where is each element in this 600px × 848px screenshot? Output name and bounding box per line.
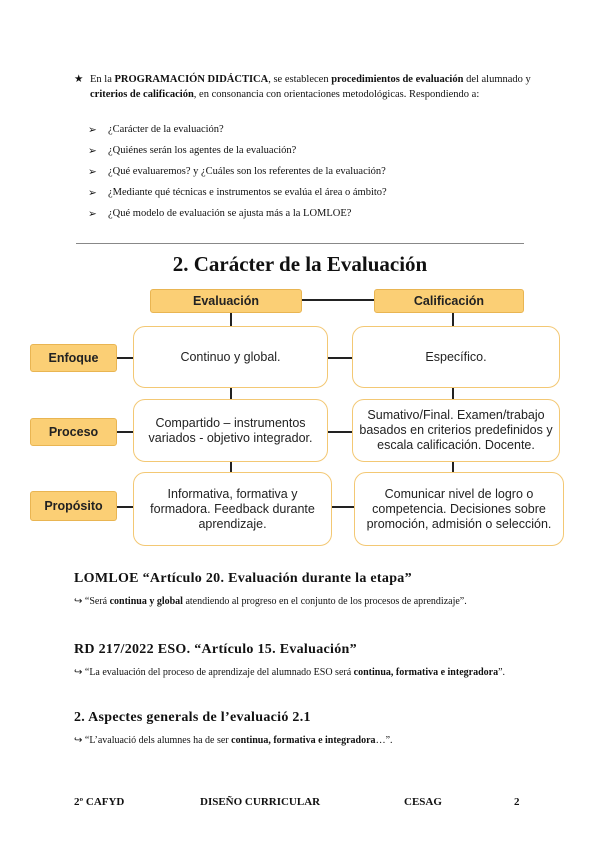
connector-line xyxy=(230,313,232,326)
quote-text: ”. xyxy=(498,667,506,678)
reference-title: LOMLOE “Artículo 20. Evaluación durante la etapa” xyxy=(74,571,412,586)
list-item xyxy=(88,187,528,208)
intro-bold: PROGRAMACIÓN DIDÁCTICA xyxy=(114,74,269,85)
list-item xyxy=(88,145,528,166)
header-calificacion: Calificación xyxy=(374,289,524,313)
intro-bold: criterios de calificación xyxy=(90,89,194,100)
proceso-evaluacion: Compartido – instrumentos variados - objetivo integrador. xyxy=(133,399,328,462)
section-title: 2. Carácter de la Evaluación xyxy=(172,252,428,276)
connector-line xyxy=(328,357,352,359)
intro-paragraph xyxy=(74,72,536,102)
quote-text: …”. xyxy=(375,735,393,746)
connector-line xyxy=(230,462,232,472)
connector-line xyxy=(117,431,133,433)
intro-bold: procedimientos de evaluación xyxy=(331,74,464,85)
header-evaluacion: Evaluación xyxy=(150,289,302,313)
enfoque-evaluacion: Continuo y global. xyxy=(133,326,328,388)
intro-text: , se establecen xyxy=(268,74,332,85)
connector-line xyxy=(117,357,133,359)
connector-line xyxy=(328,431,352,433)
question-text: ¿Qué modelo de evaluación se ajusta más a la LOMLOE? xyxy=(108,208,352,219)
label-proposito: Propósito xyxy=(30,491,117,521)
connector-line xyxy=(452,388,454,399)
connector-line xyxy=(230,388,232,399)
list-item xyxy=(88,166,528,187)
arrow-icon: ➢ xyxy=(88,167,97,178)
quote-bold: continua, formativa e integradora xyxy=(231,735,376,746)
intro-text: del alumnado y xyxy=(463,74,531,85)
list-item xyxy=(88,124,528,145)
divider xyxy=(76,243,524,244)
connector-line xyxy=(332,506,354,508)
footer-subject: DISEÑO CURRICULAR xyxy=(200,796,321,808)
arrow-icon: ➢ xyxy=(88,209,97,220)
footer-course: 2º CAFYD xyxy=(74,796,125,808)
enfoque-calificacion: Específico. xyxy=(352,326,560,388)
list-item xyxy=(88,208,528,229)
arrow-icon: ➢ xyxy=(88,146,97,157)
connector-line xyxy=(452,313,454,326)
proposito-calificacion: Comunicar nivel de logro o competencia. Decisiones sobre promoción, admisión o selección. xyxy=(354,472,564,546)
question-text: ¿Qué evaluaremos? y ¿Cuáles son los referentes de la evaluación? xyxy=(108,166,386,177)
star-icon: ★ xyxy=(74,74,84,85)
quote-text: atendiendo al progreso en el conjunto de los procesos de aprendizaje”. xyxy=(182,596,467,607)
page-number: 2 xyxy=(514,796,520,808)
intro-text: En la xyxy=(90,74,115,85)
connector-line xyxy=(452,462,454,472)
reference-title: 2. Aspectes generals de l’evaluació 2.1 xyxy=(74,710,311,725)
question-text: ¿Quiénes serán los agentes de la evaluación? xyxy=(108,145,297,156)
label-enfoque: Enfoque xyxy=(30,344,117,372)
questions-list xyxy=(88,124,528,229)
footer-center: CESAG xyxy=(404,796,442,808)
quote-bold: continua, formativa e integradora xyxy=(353,667,499,678)
connector-line xyxy=(117,506,133,508)
question-text: ¿Carácter de la evaluación? xyxy=(108,124,224,135)
reference-title: RD 217/2022 ESO. “Artículo 15. Evaluación” xyxy=(74,642,357,657)
label-proceso: Proceso xyxy=(30,418,117,446)
arrow-icon: ➢ xyxy=(88,125,97,136)
question-text: ¿Mediante qué técnicas e instrumentos se evalúa el área o ámbito? xyxy=(108,187,387,198)
reference-quote xyxy=(74,733,534,748)
arrow-icon: ➢ xyxy=(88,188,97,199)
quote-text: ↪ “Será xyxy=(74,596,110,607)
intro-text: , en consonancia con orientaciones metodológicas. Respondiendo a: xyxy=(193,89,480,100)
reference-quote xyxy=(74,594,534,609)
reference-quote xyxy=(74,665,534,680)
connector-line xyxy=(302,299,374,301)
proposito-evaluacion: Informativa, formativa y formadora. Feedback durante aprendizaje. xyxy=(133,472,332,546)
quote-text: ↪ “La evaluación del proceso de aprendizaje del alumnado ESO será xyxy=(74,667,354,678)
quote-bold: continua y global xyxy=(109,596,183,607)
proceso-calificacion: Sumativo/Final. Examen/trabajo basados en criterios predefinidos y escala calificación. Docente. xyxy=(352,399,560,462)
quote-text: ↪ “L’avaluació dels alumnes ha de ser xyxy=(74,735,232,746)
